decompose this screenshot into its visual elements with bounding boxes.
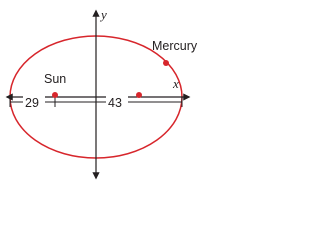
mercury-point bbox=[163, 60, 169, 66]
sun-point bbox=[52, 92, 58, 98]
x-axis-label: x bbox=[173, 76, 179, 91]
sun-label: Sun bbox=[44, 72, 67, 86]
other-focus-point bbox=[136, 92, 142, 98]
distance-43-label: 43 bbox=[108, 96, 122, 110]
distance-29-label: 29 bbox=[25, 96, 39, 110]
y-axis-label: y bbox=[101, 7, 107, 22]
mercury-label: Mercury bbox=[152, 39, 198, 53]
